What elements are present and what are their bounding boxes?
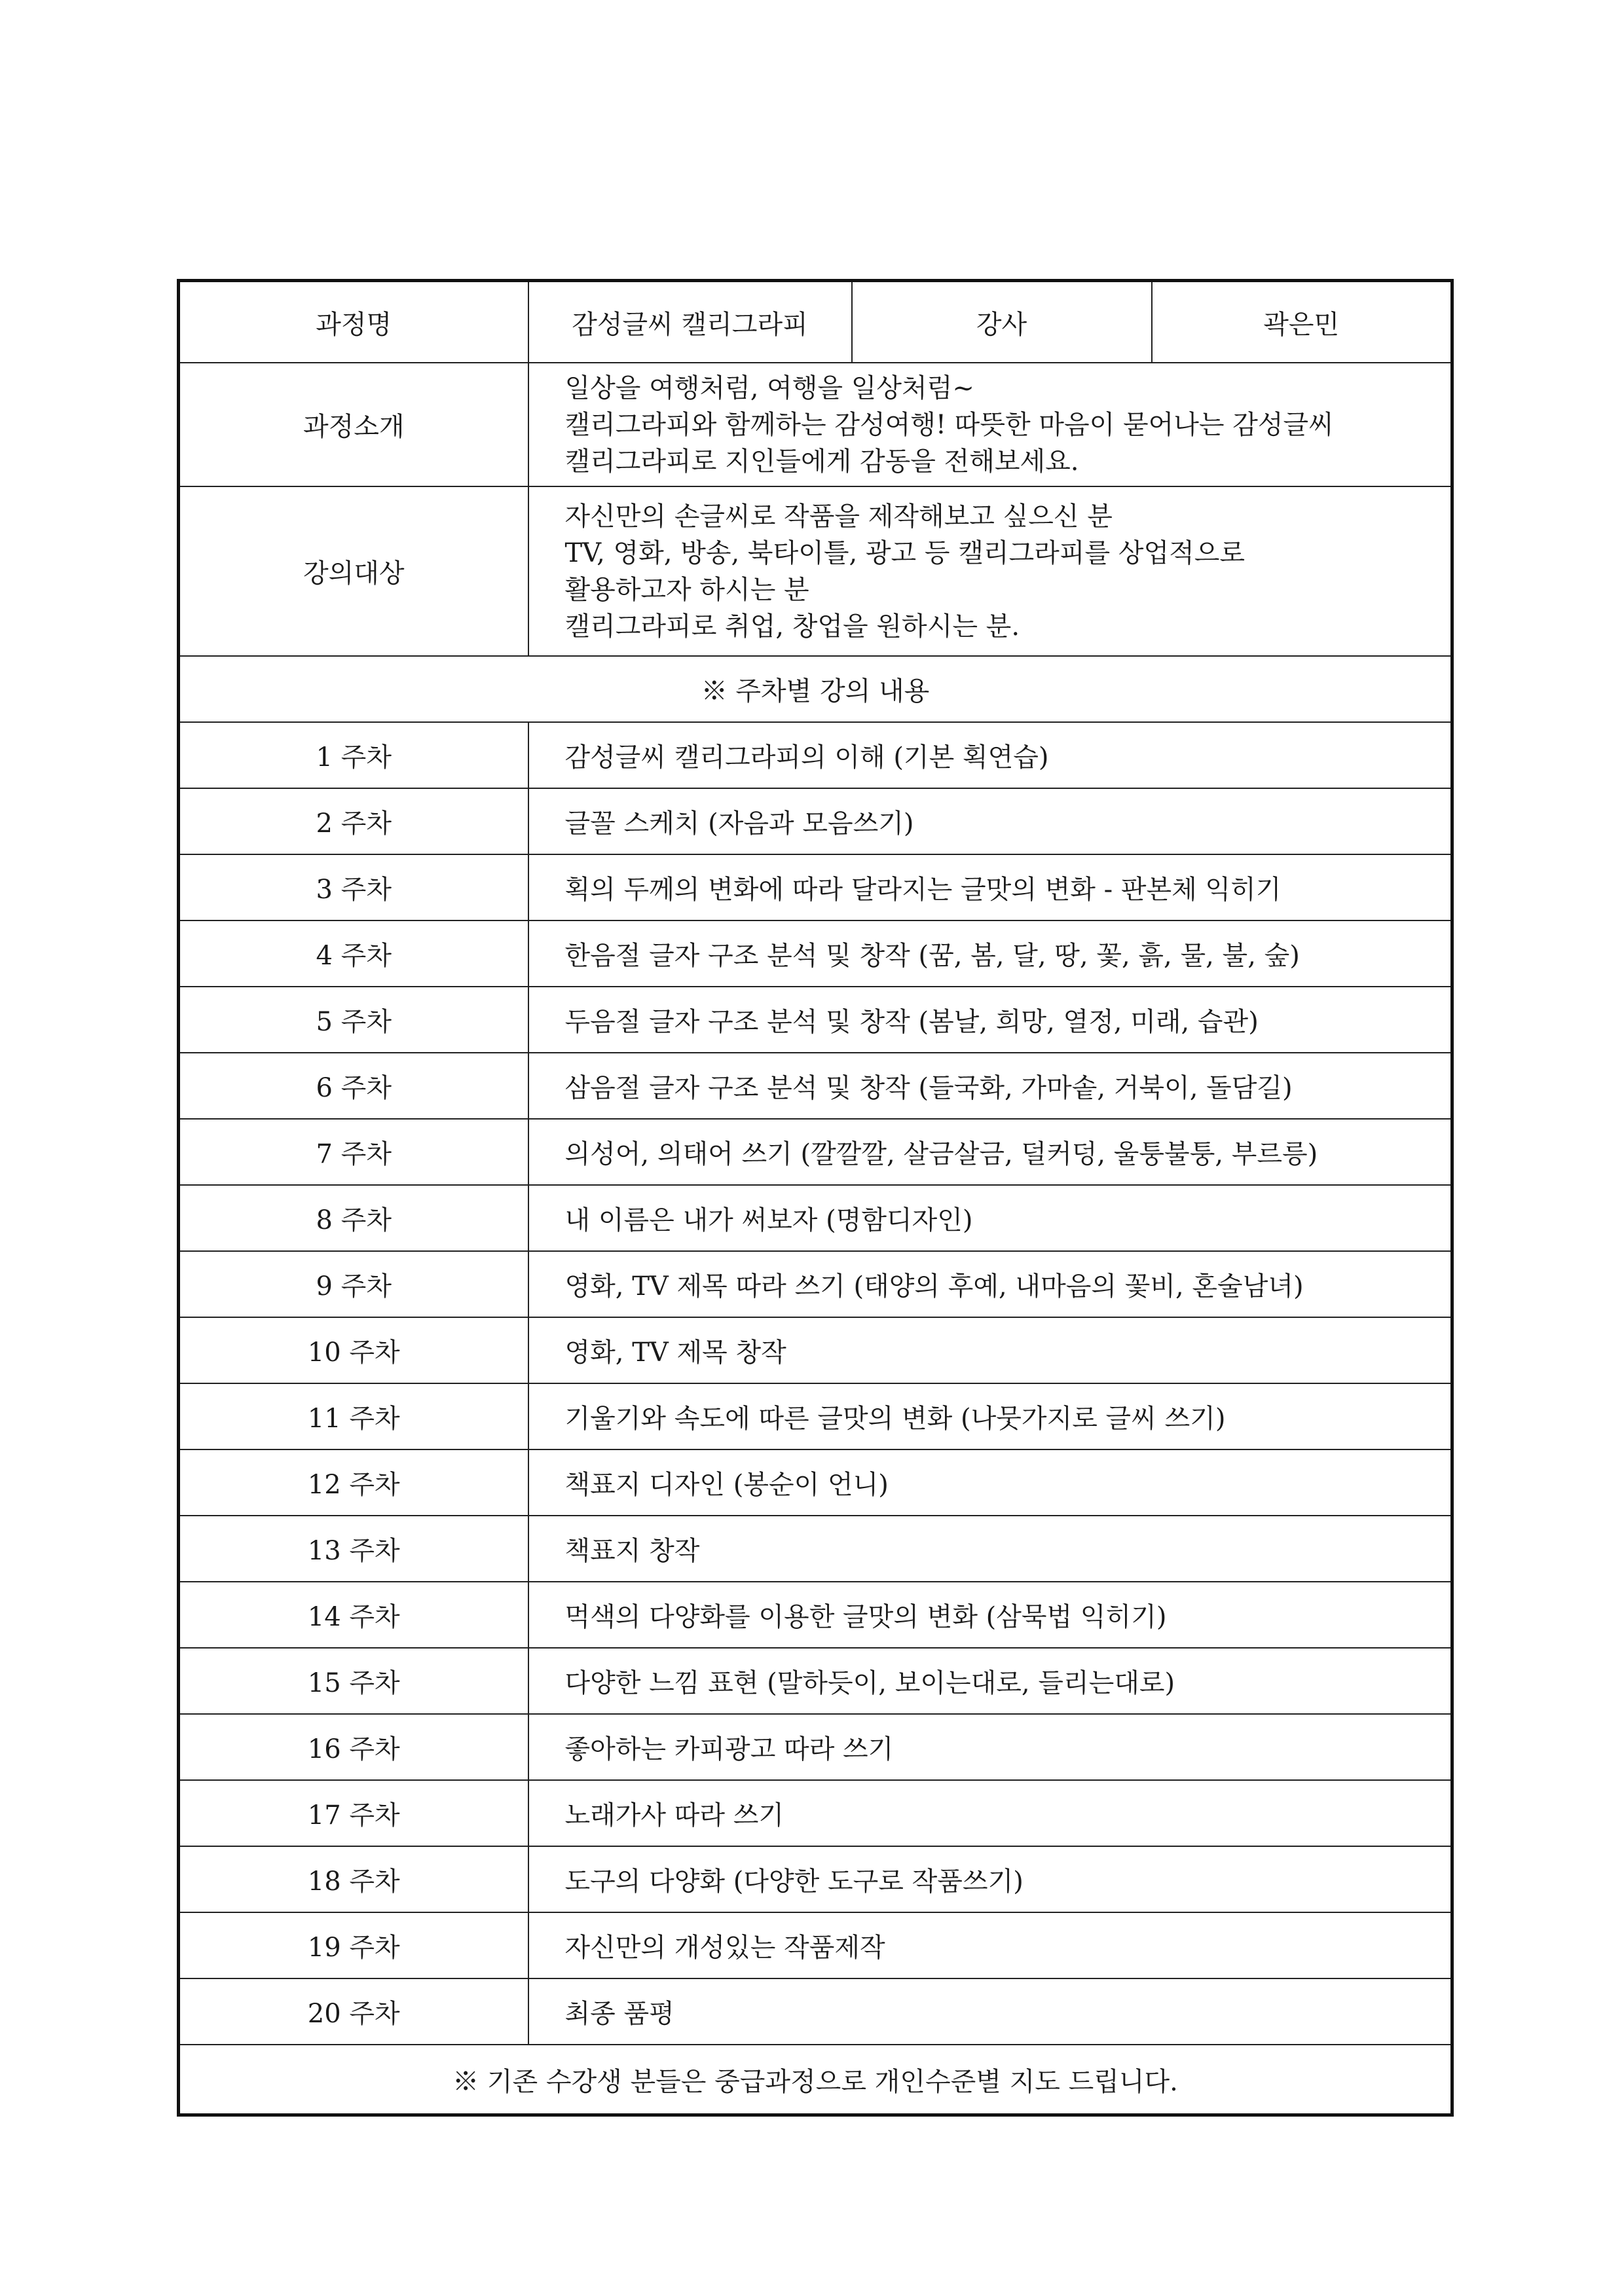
week-row [179, 1449, 1452, 1516]
week-number: 5 주차 [179, 987, 528, 1053]
week-number: 14 주차 [179, 1582, 528, 1648]
week-row [179, 1714, 1452, 1780]
week-number: 16 주차 [179, 1714, 528, 1780]
week-row [179, 1780, 1452, 1846]
intro-row [179, 363, 1452, 486]
schedule-title: ※ 주차별 강의 내용 [179, 656, 1452, 722]
week-row [179, 1119, 1452, 1185]
target-content [528, 486, 1452, 656]
week-row [179, 1516, 1452, 1582]
week-number: 1 주차 [179, 722, 528, 788]
week-content: 도구의 다양화 (다양한 도구로 작품쓰기) [528, 1846, 1452, 1912]
week-number: 15 주차 [179, 1648, 528, 1714]
course-name: 감성글씨 캘리그라피 [528, 281, 852, 363]
week-row [179, 920, 1452, 987]
week-content: 다양한 느낌 표현 (말하듯이, 보이는대로, 들리는대로) [528, 1648, 1452, 1714]
week-number: 2 주차 [179, 788, 528, 854]
target-line: 캘리그라피로 취업, 창업을 원하시는 분. [564, 611, 1020, 642]
target-label: 강의대상 [179, 486, 528, 656]
target-row [179, 486, 1452, 656]
week-number: 19 주차 [179, 1912, 528, 1978]
week-number: 6 주차 [179, 1053, 528, 1119]
week-number: 12 주차 [179, 1449, 528, 1516]
week-content: 획의 두께의 변화에 따라 달라지는 글맛의 변화 - 판본체 익히기 [528, 854, 1452, 920]
week-content: 삼음절 글자 구조 분석 및 창작 (들국화, 가마솥, 거북이, 돌담길) [528, 1053, 1452, 1119]
week-row [179, 1053, 1452, 1119]
intro-label: 과정소개 [179, 363, 528, 486]
week-number: 3 주차 [179, 854, 528, 920]
instructor-label: 강사 [852, 281, 1152, 363]
week-row [179, 1846, 1452, 1912]
week-row [179, 1582, 1452, 1648]
week-content: 글꼴 스케치 (자음과 모음쓰기) [528, 788, 1452, 854]
week-number: 20 주차 [179, 1978, 528, 2045]
week-content: 책표지 디자인 (봉순이 언니) [528, 1449, 1452, 1516]
week-number: 7 주차 [179, 1119, 528, 1185]
header-row [179, 281, 1452, 363]
target-line: 활용하고자 하시는 분 [564, 574, 809, 605]
week-row [179, 1383, 1452, 1449]
intro-line: 캘리그라피로 지인들에게 감동을 전해보세요. [564, 446, 1079, 477]
week-row [179, 1251, 1452, 1317]
week-row [179, 788, 1452, 854]
footer-note: ※ 기존 수강생 분들은 중급과정으로 개인수준별 지도 드립니다. [179, 2045, 1452, 2115]
week-row [179, 987, 1452, 1053]
week-content: 의성어, 의태어 쓰기 (깔깔깔, 살금살금, 덜커덩, 울퉁불퉁, 부르릉) [528, 1119, 1452, 1185]
week-row [179, 722, 1452, 788]
footer-note-row [179, 2045, 1452, 2115]
intro-content [528, 363, 1452, 486]
week-number: 9 주차 [179, 1251, 528, 1317]
week-number: 17 주차 [179, 1780, 528, 1846]
course-table [177, 279, 1454, 2117]
week-content: 책표지 창작 [528, 1516, 1452, 1582]
week-row [179, 1185, 1452, 1251]
week-content: 자신만의 개성있는 작품제작 [528, 1912, 1452, 1978]
instructor-name: 곽은민 [1152, 281, 1452, 363]
week-number: 8 주차 [179, 1185, 528, 1251]
week-content: 영화, TV 제목 따라 쓰기 (태양의 후예, 내마음의 꽃비, 혼술남녀) [528, 1251, 1452, 1317]
week-row [179, 1648, 1452, 1714]
week-row [179, 1317, 1452, 1383]
week-content: 좋아하는 카피광고 따라 쓰기 [528, 1714, 1452, 1780]
target-line: TV, 영화, 방송, 북타이틀, 광고 등 캘리그라피를 상업적으로 [564, 538, 1246, 568]
course-label: 과정명 [179, 281, 528, 363]
week-number: 13 주차 [179, 1516, 528, 1582]
week-number: 4 주차 [179, 920, 528, 987]
schedule-title-row [179, 656, 1452, 722]
course-table-body [179, 281, 1452, 2115]
week-number: 10 주차 [179, 1317, 528, 1383]
week-content: 기울기와 속도에 따른 글맛의 변화 (나뭇가지로 글씨 쓰기) [528, 1383, 1452, 1449]
week-content: 한음절 글자 구조 분석 및 창작 (꿈, 봄, 달, 땅, 꽃, 흙, 물, 불, 숲) [528, 920, 1452, 987]
week-content: 노래가사 따라 쓰기 [528, 1780, 1452, 1846]
week-number: 11 주차 [179, 1383, 528, 1449]
week-content: 내 이름은 내가 써보자 (명함디자인) [528, 1185, 1452, 1251]
week-row [179, 1978, 1452, 2045]
week-row [179, 1912, 1452, 1978]
week-content: 감성글씨 캘리그라피의 이해 (기본 획연습) [528, 722, 1452, 788]
week-row [179, 854, 1452, 920]
week-number: 18 주차 [179, 1846, 528, 1912]
week-content: 최종 품평 [528, 1978, 1452, 2045]
target-line: 자신만의 손글씨로 작품을 제작해보고 싶으신 분 [564, 501, 1113, 532]
intro-line: 캘리그라피와 함께하는 감성여행! 따뜻한 마음이 묻어나는 감성글씨 [564, 409, 1334, 440]
week-content: 두음절 글자 구조 분석 및 창작 (봄날, 희망, 열정, 미래, 습관) [528, 987, 1452, 1053]
intro-line: 일상을 여행처럼, 여행을 일상처럼~ [564, 373, 974, 403]
week-content: 먹색의 다양화를 이용한 글맛의 변화 (삼묵법 익히기) [528, 1582, 1452, 1648]
week-content: 영화, TV 제목 창작 [528, 1317, 1452, 1383]
